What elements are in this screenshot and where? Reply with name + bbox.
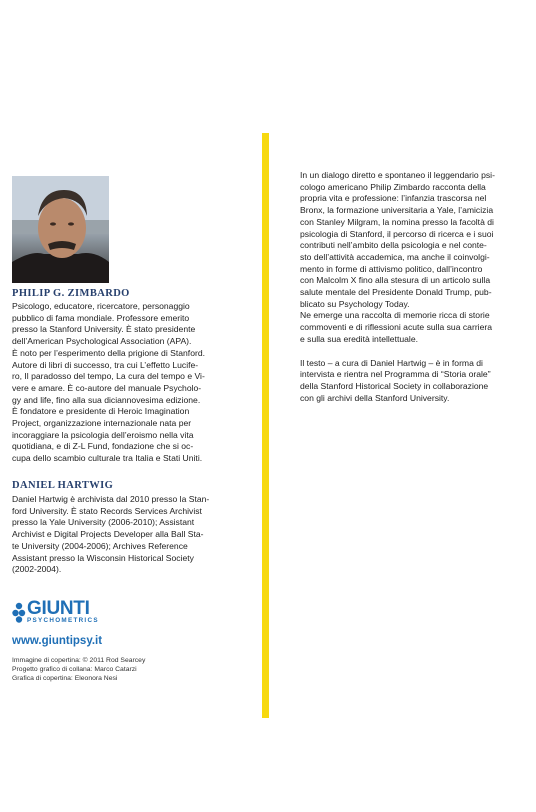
publisher-logo-text: GIUNTI — [27, 598, 90, 619]
author-bio-hartwig — [12, 494, 244, 576]
text-line: te University (2004-2006); Archives Reference — [12, 540, 188, 551]
text-line: commoventi e di riflessioni acute sulla sua carriera — [300, 322, 493, 333]
text-line: Project, organizzazione internazionale nata per — [12, 418, 192, 429]
text-line: Assistant presso la Wisconsin Historical Society — [12, 552, 194, 563]
text-line: ro, Il paradosso del tempo, La cura del tempo e Vi- — [12, 371, 205, 382]
publisher-logo-subtitle: PSYCHOMETRICS — [27, 617, 99, 624]
text-line: cupa dello scambio culturale tra Italia e Stati Uniti. — [12, 453, 203, 464]
text-line: quotidiana, e di Z-L Fund, fondazione che si oc- — [12, 441, 194, 452]
text-line: pubblico di fama mondiale. Professore emerito — [12, 312, 190, 323]
text-line: presso la Stanford University. È stato presidente — [12, 324, 196, 335]
text-line: con gli archivi della Stanford University. — [300, 392, 450, 403]
text-line: È noto per l’esperimento della prigione di Stanford. — [12, 347, 205, 358]
author-photo — [12, 176, 109, 283]
text-line: intervista e rientra nel Programma di “Storia orale” — [300, 369, 491, 380]
credit-line: Progetto grafico di collana: Marco Catarzi — [12, 666, 137, 674]
text-line: e sulla sua eredità intellettuale. — [300, 333, 419, 344]
text-line: È fondatore e presidente di Heroic Imagination — [12, 406, 190, 417]
text-line: salute mentale del Presidente Donald Trump, pub- — [300, 287, 492, 298]
text-line: Archivist e Digital Projects Developer alla Ball Sta- — [12, 529, 204, 540]
yellow-divider — [262, 133, 269, 718]
text-line: sto dell’attività accademica, ma anche il coinvolgi- — [300, 251, 490, 262]
text-line: propria vita e professione: l’infanzia trascorsa nel — [300, 193, 487, 204]
text-line: con Malcolm X fino alla stesura di un articolo sulla — [300, 275, 491, 286]
text-line: ford University. È stato Records Services Archivist — [12, 505, 202, 516]
text-line: Ne emerge una raccolta di memorie ricca di storie — [300, 310, 490, 321]
text-line: In un dialogo diretto e spontaneo il leggendario psi- — [300, 170, 495, 180]
publisher-website-link[interactable]: www.giuntipsy.it — [12, 635, 103, 647]
credit-line: Immagine di copertina: © 2011 Rod Searcey — [12, 657, 146, 664]
text-line: Autore di libri di successo, tra cui L’effetto Lucife- — [12, 359, 199, 370]
text-line: mento in forme di attivismo politico, dall’incontro — [300, 263, 483, 274]
text-line: (2002-2004). — [12, 564, 62, 575]
text-line: Bronx, la formazione universitaria a Yale, l’amicizia — [300, 205, 494, 216]
text-line: psicologia di Stanford, il percorso di ricerca e i suoi — [300, 228, 494, 239]
author-name-zimbardo: PHILIP G. ZIMBARDO — [12, 288, 130, 299]
text-line: gy and life, fino alla sua diciannovesima edizione. — [12, 394, 201, 405]
text-line: incoraggiare la psicologia dell’eroismo nella vita — [12, 429, 194, 440]
credit-line: Grafica di copertina: Eleonora Nesi — [12, 675, 118, 683]
text-line: blicato su Psychology Today. — [300, 298, 410, 309]
text-line: dell’American Psychological Association (APA). — [12, 336, 192, 347]
description-paragraph-1 — [300, 170, 512, 346]
text-line: presso la Yale University (2006-2010); Assistant — [12, 517, 195, 528]
text-line: Daniel Hartwig è archivista dal 2010 presso la Stan- — [12, 494, 210, 504]
author-bio-zimbardo — [12, 301, 244, 465]
description-paragraph-2 — [300, 358, 512, 405]
cover-credits — [12, 656, 145, 684]
book-description — [300, 170, 512, 404]
text-line: contributi nell’ambito della psicologia e nel conte- — [300, 240, 487, 251]
text-line: cologo americano Philip Zimbardo racconta della — [300, 181, 486, 192]
text-line: della Stanford Historical Society in collaborazione — [300, 380, 489, 391]
text-line: con Stanley Milgram, la nomina presso la facoltà di — [300, 216, 494, 227]
text-line: vere e amare. È co-autore del manuale Psycholo- — [12, 382, 202, 393]
author-name-hartwig: DANIEL HARTWIG — [12, 480, 114, 491]
text-line: Psicologo, educatore, ricercatore, personaggio — [12, 301, 190, 311]
text-line: Il testo – a cura di Daniel Hartwig – è in forma di — [300, 357, 483, 368]
